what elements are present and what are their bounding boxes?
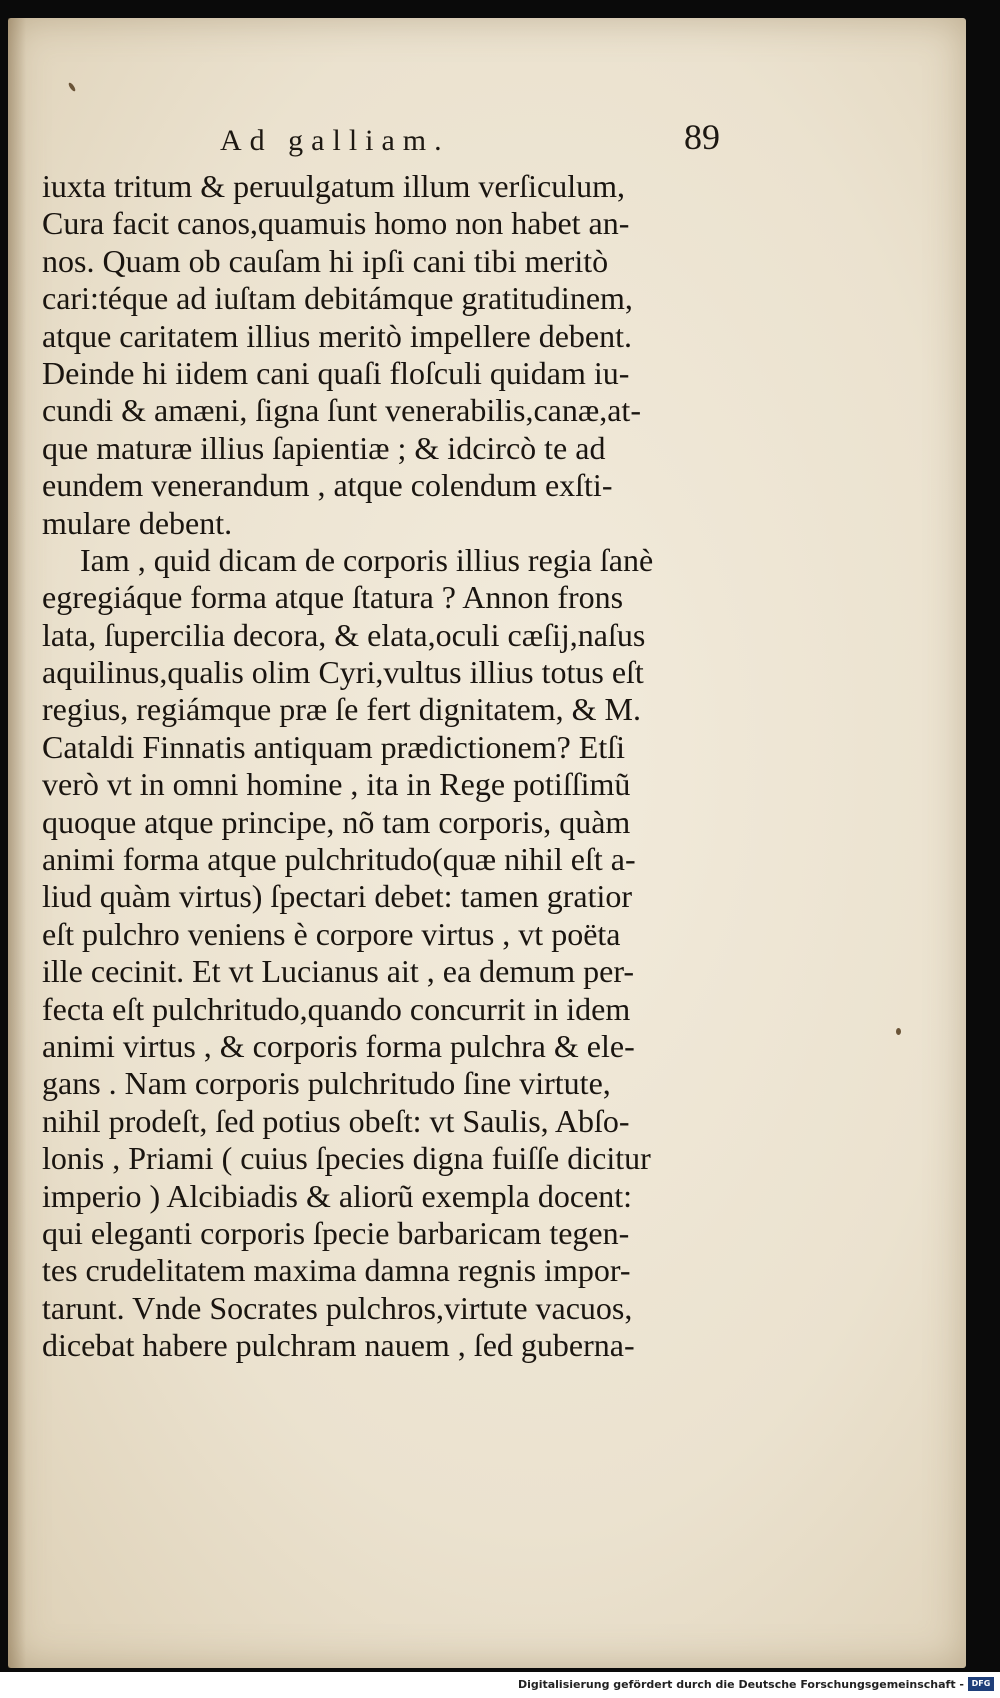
dfg-logo: DFG xyxy=(968,1677,994,1691)
text-line: qui eleganti corporis ſpecie barbaricam tegen- xyxy=(42,1214,630,1251)
text-line: gans . Nam corporis pulchritudo ſine virtute, xyxy=(42,1065,611,1102)
ink-speck xyxy=(67,82,76,92)
text-line: ille cecinit. Et vt Lucianus ait , ea demum per- xyxy=(42,953,635,990)
text-line: Cataldi Finnatis antiquam prædictionem? Etſi xyxy=(42,728,626,765)
text-line: cari:téque ad iuſtam debitámque gratitudinem, xyxy=(42,280,633,317)
running-head-title: Ad galliam. xyxy=(220,124,450,157)
running-head xyxy=(8,104,966,164)
text-line: imperio ) Alcibiadis & aliorũ exempla docent: xyxy=(42,1177,633,1214)
text-line: lata, ſupercilia decora, & elata,oculi cæſij,naſus xyxy=(42,616,646,653)
ink-speck xyxy=(896,1028,901,1035)
text-line: fecta eſt pulchritudo,quando concurrit in idem xyxy=(42,990,631,1027)
text-line: quoque atque principe, nõ tam corporis, quàm xyxy=(42,803,631,840)
text-line: dicebat habere pulchram nauem , ſed guberna- xyxy=(42,1327,635,1364)
text-line: tarunt. Vnde Socrates pulchros,virtute vacuos, xyxy=(42,1289,633,1326)
text-line: eundem venerandum , atque colendum exſti- xyxy=(42,467,613,504)
text-line: aquilinus,qualis olim Cyri,vultus illius totus eſt xyxy=(42,654,644,691)
paragraph-start-line: Iam , quid dicam de corporis illius regia ſanè xyxy=(80,541,654,578)
text-line: nos. Quam ob cauſam hi ipſi cani tibi meritò xyxy=(42,242,609,279)
text-line: egregiáque forma atque ſtatura ? Annon frons xyxy=(42,579,624,616)
text-line: que maturæ illius ſapientiæ ; & idcircò te ad xyxy=(42,429,606,466)
text-line: Cura facit canos,quamuis homo non habet an- xyxy=(42,205,630,242)
digitization-footer xyxy=(0,1672,1000,1698)
text-line: atque caritatem illius meritò impellere debent. xyxy=(42,317,632,354)
text-line: eſt pulchro veniens è corpore virtus , vt poëta xyxy=(42,915,621,952)
page-number: 89 xyxy=(684,117,720,157)
page-binding-shadow xyxy=(8,18,26,1668)
book-page xyxy=(8,18,966,1668)
text-line: nihil prodeſt, ſed potius obeſt: vt Saulis, Abſo- xyxy=(42,1102,630,1139)
funding-credit: Digitalisierung gefördert durch die Deutsche Forschungsgemeinschaft - xyxy=(517,1678,964,1691)
text-line: tes crudelitatem maxima damna regnis impor- xyxy=(42,1252,631,1289)
text-line: regius, regiámque præ ſe fert dignitatem, & M. xyxy=(42,691,641,728)
text-line: verò vt in omni homine , ita in Rege potiſſimũ xyxy=(42,766,631,803)
text-line: animi virtus , & corporis forma pulchra & ele- xyxy=(42,1027,635,1064)
text-line: liud quàm virtus) ſpectari debet: tamen gratior xyxy=(42,878,633,915)
text-line: mulare debent. xyxy=(42,504,233,541)
text-line: cundi & amæni, ſigna ſunt venerabilis,canæ,at- xyxy=(42,392,641,429)
text-line: iuxta tritum & peruulgatum illum verſiculum, xyxy=(42,168,626,204)
text-line: lonis , Priami ( cuius ſpecies digna fuiſſe dicitur xyxy=(42,1140,651,1177)
body-text xyxy=(42,168,742,1365)
text-line: animi forma atque pulchritudo(quæ nihil eſt a- xyxy=(42,841,636,878)
text-line: Deinde hi iidem cani quaſi floſculi quidam iu- xyxy=(42,354,630,391)
